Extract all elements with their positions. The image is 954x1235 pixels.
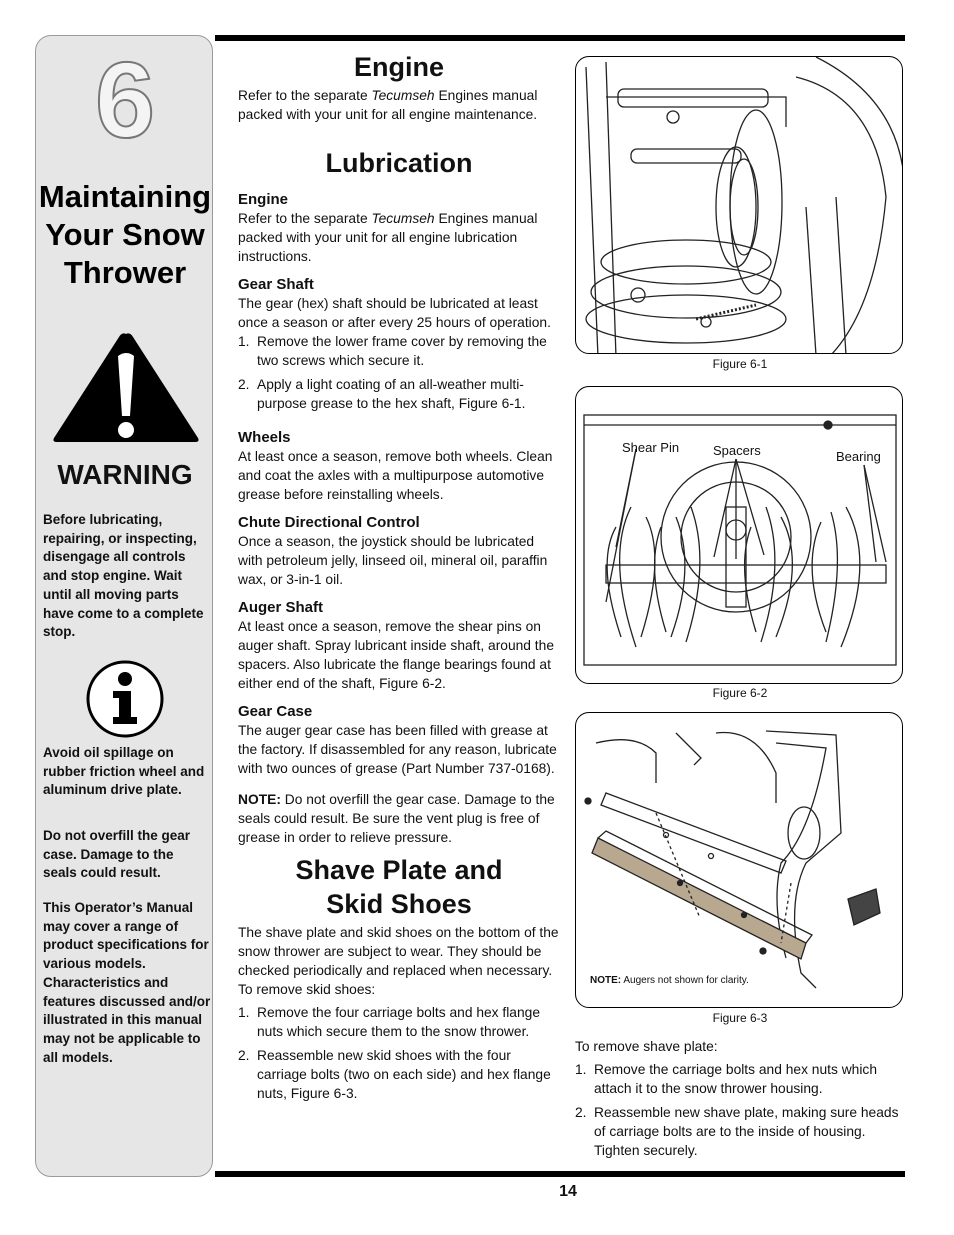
step-number: 2. xyxy=(238,377,250,392)
gear-shaft-text: The gear (hex) shaft should be lubricated at least once a season or after every 25 hours of operation. xyxy=(238,296,551,330)
step-number: 2. xyxy=(575,1105,587,1120)
step-text: Remove the four carriage bolts and hex flange nuts which secure them to the snow thrower. xyxy=(257,1005,541,1039)
lube-engine-heading: Engine xyxy=(238,191,289,208)
chapter-title xyxy=(36,178,214,292)
engine-text-part: Engines manual packed with your unit for all engine maintenance. xyxy=(238,88,538,122)
label-bearing: Bearing xyxy=(836,449,881,464)
lube-engine-text-part: Refer to the separate xyxy=(238,211,372,226)
shave-plate-illustration xyxy=(576,713,903,1008)
plate-intro: To remove shave plate: xyxy=(575,1039,718,1054)
lube-engine-brand: Tecumseh xyxy=(371,211,435,226)
step-number: 1. xyxy=(238,334,250,349)
step-number: 1. xyxy=(238,1005,250,1020)
step-text: Remove the carriage bolts and hex nuts which attach it to the snow thrower housing. xyxy=(594,1062,877,1096)
figure-6-3-note xyxy=(590,975,749,986)
figure-6-2-caption: Figure 6-2 xyxy=(712,686,768,700)
info-note-gear-case: Do not overfill the gear case. Damage to the seals could result. xyxy=(43,828,191,881)
engine-text-part: Refer to the separate xyxy=(238,88,372,103)
list-item xyxy=(238,1046,560,1103)
auger-shaft-text: At least once a season, remove the shear pins on auger shaft. Spray lubricant inside shaft, around the spacers. Also lubricate the flange bearings found at either end of the shaft, Figure 6-2. xyxy=(238,619,554,691)
warning-text: Before lubricating, repairing, or inspecting, disengage all controls and stop engine. Wait until all moving parts have come to a complete stop. xyxy=(43,512,204,640)
engine-text xyxy=(238,86,560,124)
list-item xyxy=(238,1003,560,1041)
skid-steps xyxy=(238,1003,560,1103)
lubrication-heading: Lubrication xyxy=(325,148,473,178)
engine-brand: Tecumseh xyxy=(371,88,435,103)
page-number: 14 xyxy=(559,1183,577,1200)
chute-text: Once a season, the joystick should be lubricated with petroleum jelly, linseed oil, mineral oil, paraffin wax, or 3-in-1 oil. xyxy=(238,534,548,587)
note-text: Do not overfill the gear case. Damage to the seals could result. Be sure the vent plug is free of grease in order to relieve pressure. xyxy=(238,792,555,845)
chapter-title-line: Maintaining xyxy=(38,179,212,214)
list-item xyxy=(238,375,560,413)
gear-case-heading: Gear Case xyxy=(238,703,313,720)
gear-case-note xyxy=(238,790,560,847)
step-text: Remove the lower frame cover by removing the two screws which secure it. xyxy=(257,334,547,368)
chapter-title-line: Thrower xyxy=(63,255,187,290)
note-label: NOTE: xyxy=(238,792,281,807)
gear-case-text: The auger gear case has been filled with grease at the factory. If disassembled for any reason, lubricate with two ounces of grease (Part Number 737-0168). xyxy=(238,723,557,776)
wheels-text: At least once a season, remove both wheels. Clean and coat the axles with a multipurpose automotive grease before reinstalling wheels. xyxy=(238,449,553,502)
gear-shaft-steps xyxy=(238,332,560,413)
step-number: 2. xyxy=(238,1048,250,1063)
lube-engine-text xyxy=(238,209,560,266)
note-text: Augers not shown for clarity. xyxy=(621,975,749,986)
shave-plate-heading xyxy=(238,853,560,921)
step-text: Apply a light coating of an all-weather multi-purpose grease to the hex shaft, Figure 6-1. xyxy=(257,377,526,411)
bottom-rule xyxy=(215,1171,905,1177)
note-label: NOTE: xyxy=(590,975,622,986)
wheels-heading: Wheels xyxy=(238,429,291,446)
list-item xyxy=(575,1060,905,1098)
figure-6-1 xyxy=(575,56,903,354)
plate-steps xyxy=(575,1060,905,1160)
list-item xyxy=(575,1103,905,1160)
label-spacers: Spacers xyxy=(713,443,761,458)
auger-shaft-illustration xyxy=(576,387,903,684)
engine-heading: Engine xyxy=(353,52,444,82)
auger-shaft-heading: Auger Shaft xyxy=(238,599,324,616)
lube-engine-text-part: Engines manual packed with your unit for all engine lubrication instructions. xyxy=(238,211,538,264)
top-rule xyxy=(215,35,905,41)
warning-triangle-icon xyxy=(50,330,202,446)
main-column xyxy=(238,50,560,1103)
gear-shaft-heading: Gear Shaft xyxy=(238,276,314,293)
chapter-title-line: Your Snow xyxy=(45,217,205,252)
chapter-sidebar xyxy=(35,35,213,1177)
skid-intro: To remove skid shoes: xyxy=(238,982,376,997)
step-number: 1. xyxy=(575,1062,587,1077)
gear-shaft-illustration xyxy=(576,57,903,354)
chapter-number: 6 xyxy=(94,39,156,160)
figure-6-3-caption: Figure 6-3 xyxy=(712,1011,768,1025)
info-icon xyxy=(85,659,165,739)
step-text: Reassemble new shave plate, making sure heads of carriage bolts are to the inside of housing. Tighten securely. xyxy=(594,1105,899,1158)
warning-label: WARNING xyxy=(57,459,193,490)
figure-6-1-caption: Figure 6-1 xyxy=(712,357,768,371)
heading-line: Shave Plate and xyxy=(295,855,503,885)
info-note-manual: This Operator’s Manual may cover a range of product specifications for various models. Characteristics and features discussed and/or illustrated in this manual may not be applicable to all models. xyxy=(43,900,211,1065)
figure-6-3 xyxy=(575,712,903,1008)
heading-line: Skid Shoes xyxy=(326,889,472,919)
shave-plate-column xyxy=(575,1037,905,1160)
label-shear-pin: Shear Pin xyxy=(622,440,680,455)
shave-intro: The shave plate and skid shoes on the bottom of the snow thrower are subject to wear. They should be checked periodically and replaced when necessary. xyxy=(238,925,559,978)
step-text: Reassemble new skid shoes with the four carriage bolts (two on each side) and hex flange nuts, Figure 6-3. xyxy=(257,1048,551,1101)
list-item xyxy=(238,332,560,370)
chute-heading: Chute Directional Control xyxy=(238,514,420,531)
figure-6-2 xyxy=(575,386,903,684)
info-note-oil: Avoid oil spillage on rubber friction wheel and aluminum drive plate. xyxy=(43,745,205,798)
